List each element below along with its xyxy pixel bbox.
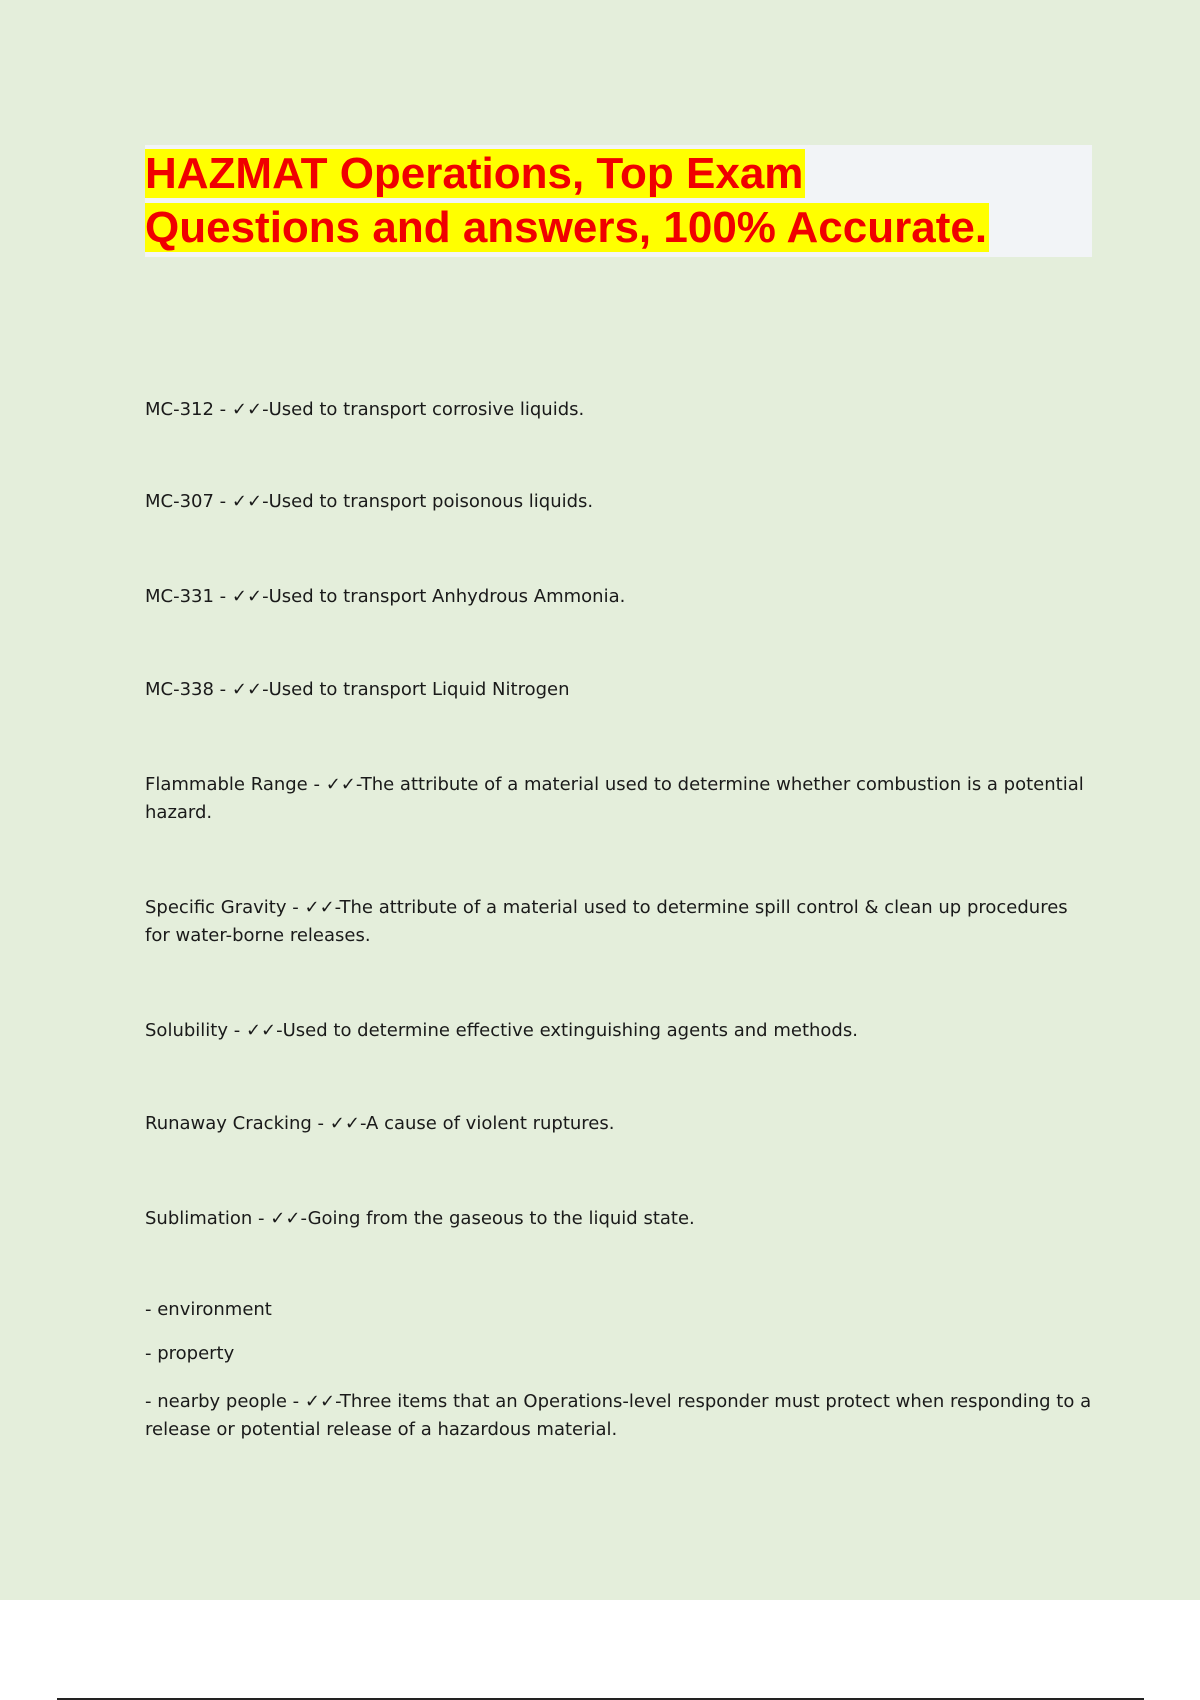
check-marks-icon: ✓✓ (270, 1208, 301, 1229)
qa-term: Runaway Cracking (145, 1113, 312, 1134)
qa-item: Flammable Range - ✓✓-The attribute of a material used to determine whether combustion is a potential hazard. (145, 774, 1084, 823)
qa-item: Sublimation - ✓✓-Going from the gaseous to the liquid state. (145, 1208, 695, 1229)
qa-term: Sublimation (145, 1208, 253, 1229)
qa-term: MC-312 (145, 399, 214, 420)
qa-answer: -A cause of violent ruptures. (359, 1113, 615, 1134)
qa-term: - nearby people (145, 1391, 287, 1412)
check-marks-icon: ✓✓ (325, 774, 356, 795)
check-marks-icon: ✓✓ (231, 586, 263, 607)
qa-answer: -Going from the gaseous to the liquid state. (300, 1208, 695, 1229)
list-item-environment: - environment (145, 1299, 272, 1320)
qa-answer: -The attribute of a material used to determine whether combustion is a potential hazard. (145, 774, 1084, 823)
check-marks-icon: ✓✓ (329, 1113, 360, 1134)
qa-answer: -Used to transport corrosive liquids. (262, 399, 585, 420)
qa-term: MC-331 (145, 586, 214, 607)
check-marks-icon: ✓✓ (304, 1391, 336, 1412)
qa-term: MC-307 (145, 491, 214, 512)
qa-item: MC-338 - ✓✓-Used to transport Liquid Nitrogen (145, 679, 570, 700)
document-title (145, 147, 1105, 255)
qa-term: Flammable Range (145, 774, 308, 795)
qa-answer: -Used to transport Anhydrous Ammonia. (262, 586, 626, 607)
qa-answer: -Used to transport poisonous liquids. (262, 491, 594, 512)
qa-item: MC-312 - ✓✓-Used to transport corrosive liquids. (145, 399, 585, 420)
list-item-property: - property (145, 1343, 235, 1364)
qa-answer: -The attribute of a material used to determine spill control & clean up procedures for water-borne releases. (145, 897, 1068, 946)
qa-item: Runaway Cracking - ✓✓-A cause of violent ruptures. (145, 1113, 615, 1134)
check-marks-icon: ✓✓ (231, 491, 263, 512)
qa-answer: -Used to determine effective extinguishing agents and methods. (276, 1020, 858, 1041)
qa-term: Solubility (145, 1020, 228, 1041)
check-marks-icon: ✓✓ (304, 897, 335, 918)
qa-answer: -Used to transport Liquid Nitrogen (262, 679, 570, 700)
qa-item: MC-331 - ✓✓-Used to transport Anhydrous Ammonia. (145, 586, 626, 607)
qa-term: MC-338 (145, 679, 214, 700)
title-line-1: HAZMAT Operations, Top Exam (145, 149, 804, 198)
check-marks-icon: ✓✓ (231, 679, 263, 700)
qa-item: Specific Gravity - ✓✓-The attribute of a material used to determine spill control & clean up procedures for water-borne releases. (145, 897, 1068, 946)
check-marks-icon: ✓✓ (231, 399, 263, 420)
title-line-2: Questions and answers, 100% Accurate. (145, 203, 988, 252)
check-marks-icon: ✓✓ (245, 1020, 277, 1041)
qa-item: - nearby people - ✓✓-Three items that an Operations-level responder must protect when responding to a release or potential release of a hazardous material. (145, 1391, 1092, 1440)
qa-item: Solubility - ✓✓-Used to determine effective extinguishing agents and methods. (145, 1020, 858, 1041)
qa-item: MC-307 - ✓✓-Used to transport poisonous liquids. (145, 491, 594, 512)
qa-term: Specific Gravity (145, 897, 287, 918)
qa-answer: -Three items that an Operations-level responder must protect when responding to a release or potential release of a hazardous material. (145, 1391, 1092, 1440)
